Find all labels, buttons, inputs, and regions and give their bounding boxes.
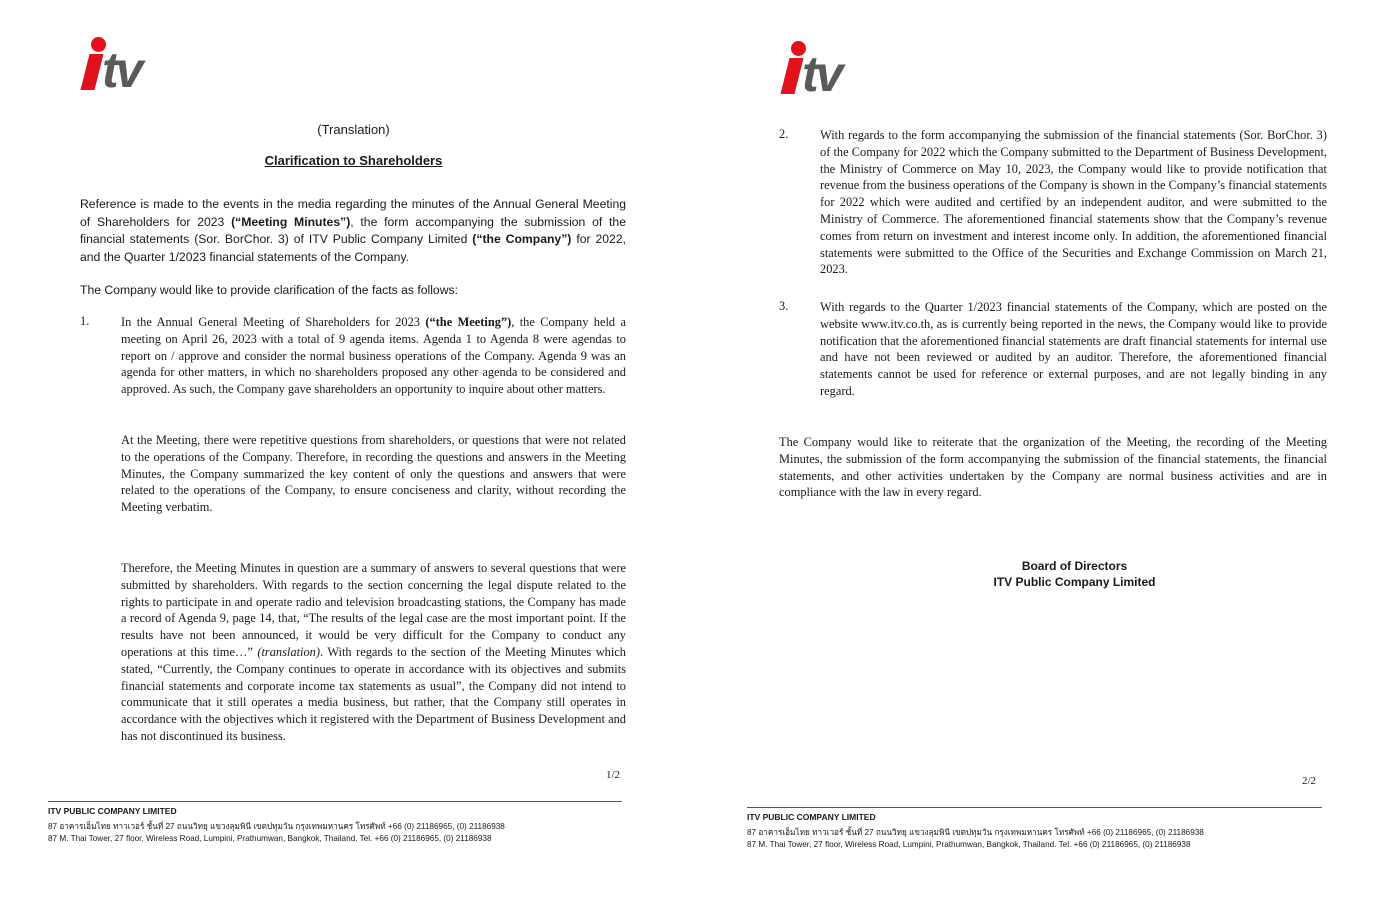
footer-company-1: ITV PUBLIC COMPANY LIMITED bbox=[48, 806, 177, 816]
item2-number: 2. bbox=[779, 127, 789, 141]
item1-text-c: , the Company held a meeting on April 26, 2023 with a total of 9 agenda items. Agenda 1 to Agenda 8 were agendas to report on / approve and consider the normal business operations of the Company. Agenda 9 was an agenda for other matters, in which no shareholders proposed any other agenda to be considered and approved. As such, the Company gave shareholders an opportunity to inquire about other matters. bbox=[121, 315, 626, 397]
footer-rule-2 bbox=[747, 807, 1322, 808]
document-page-2 bbox=[698, 0, 1395, 900]
itv-logo bbox=[782, 41, 862, 101]
itv-logo bbox=[82, 37, 162, 97]
footer-address-thai-1: 87 อาคารเอ็มไทย ทาวเวอร์ ชั้นที่ 27 ถนนวิทยุ แขวงลุมพินี เขตปทุมวัน กรุงเทพมหานคร โทรศัพท์ +66 (0) 21186965, (0) 21186938 bbox=[48, 822, 505, 831]
intro-text-c: , the form accompanying the submission of the financial statements (Sor. BorChor. 3) of ITV Public Company Limited bbox=[80, 214, 626, 247]
page-number-1: 1/2 bbox=[606, 769, 621, 781]
page-number-2: 2/2 bbox=[1302, 775, 1317, 787]
item1-term-meeting: (“the Meeting”) bbox=[425, 315, 512, 329]
facts-intro: The Company would like to provide clarification of the facts as follows: bbox=[80, 283, 458, 297]
item1-p3-text-c: . With regards to the section of the Meeting Minutes which stated, “Currently, the Company continues to operate in accordance with its objectives and submits financial statements and corporate income tax statements as usual”, the Company did not intend to communicate that it still operates a media business, but rather, that the Company still operates in accordance with the objectives which it registered with the Department of Business Development and has not discontinued its business. bbox=[121, 644, 626, 743]
logo-i-stem bbox=[81, 54, 104, 90]
translation-label: (Translation) bbox=[317, 122, 390, 137]
intro-text-e: for 2022, and the Quarter 1/2023 financial statements of the Company. bbox=[80, 232, 627, 264]
document-title: Clarification to Shareholders bbox=[264, 153, 443, 168]
item2-paragraph: With regards to the form accompanying the submission of the financial statements (Sor. BorChor. 3) of the Company for 2022 which the Company submitted to the Department of Business Development, the Ministry of Commerce on May 10, 2023, the Company would like to provide notification that revenue from the business operations of the Company is shown in the Company’s financial statements for 2022 which were audited and certified by an independent auditor, and were submitted to the Ministry of Commerce. The aforementioned financial statements show that the Company’s revenue comes from return on investment and interest income only. In addition, the aforementioned financial statements were submitted to the Office of the Securities and Exchange Commission on March 21, 2023. bbox=[820, 128, 1327, 277]
intro-paragraph bbox=[80, 196, 626, 266]
item3-paragraph: With regards to the Quarter 1/2023 financial statements of the Company, which are posted on the website www.itv.co.th, as is currently being reported in the news, the Company would like to provide notification that the aforementioned financial statements are draft financial statements for internal use and have not been reviewed or audited by an auditor. Therefore, the aforementioned financial statements cannot be used for reference or external purposes, and are not legally binding in any regard. bbox=[820, 300, 1327, 398]
item1-number: 1. bbox=[80, 314, 90, 328]
signature-company: ITV Public Company Limited bbox=[993, 575, 1156, 589]
closing-paragraph: The Company would like to reiterate that the organization of the Meeting, the recording of the Meeting Minutes, the submission of the form accompanying the submission of the financial statements, the financial statements, and other activities undertaken by the Company are normal business activities and are in compliance with the law in every regard. bbox=[779, 435, 1327, 500]
intro-text-a: Reference is made to the events in the media regarding the minutes of the Annual General Meeting of Shareholders for 2023 bbox=[80, 197, 626, 229]
signature-board: Board of Directors bbox=[1021, 559, 1128, 573]
footer-rule-1 bbox=[48, 801, 622, 802]
logo-i-stem bbox=[781, 58, 804, 94]
item3-number: 3. bbox=[779, 299, 789, 313]
footer-company-2: ITV PUBLIC COMPANY LIMITED bbox=[747, 812, 876, 822]
item1-paragraph-3 bbox=[121, 560, 626, 745]
intro-term-company: (“the Company”) bbox=[472, 232, 572, 247]
document-page-1 bbox=[0, 0, 697, 900]
footer-address-en-2: 87 M. Thai Tower, 27 floor, Wireless Road, Lumpini, Prathumwan, Bangkok, Thailand. Tel. +66 (0) 21186965, (0) 21186938 bbox=[747, 840, 1191, 849]
logo-tv-text: tv bbox=[102, 42, 141, 98]
item1-p3-text-a: Therefore, the Meeting Minutes in question are a summary of answers to several questions that were submitted by shareholders. With regards to the section concerning the legal dispute related to the rights to participate in and operate radio and television broadcasting stations, the Company has made a record of Agenda 9, page 14, that, “The results of the legal case are the most important point. If the results have not been announced, it would be very difficult for the Company to conduct any operations at this time…” bbox=[121, 561, 626, 659]
footer-address-en-1: 87 M. Thai Tower, 27 floor, Wireless Road, Lumpini, Prathumwan, Bangkok, Thailand. Tel. +66 (0) 21186965, (0) 21186938 bbox=[48, 834, 492, 843]
item1-p3-translation-note: (translation) bbox=[257, 644, 320, 659]
logo-tv-text: tv bbox=[802, 46, 841, 102]
intro-term-meeting-minutes: (“Meeting Minutes”) bbox=[231, 214, 351, 229]
item1-paragraph bbox=[121, 314, 626, 398]
item1-paragraph-2: At the Meeting, there were repetitive questions from shareholders, or questions that were not related to the operations of the Company. Therefore, in recording the questions and answers in the Meeting Minutes, the Company summarized the key content of only the questions and answers that were related to the operations of the Company, to ensure conciseness and clarity, without recording the Meeting verbatim. bbox=[121, 433, 626, 515]
footer-address-thai-2: 87 อาคารเอ็มไทย ทาวเวอร์ ชั้นที่ 27 ถนนวิทยุ แขวงลุมพินี เขตปทุมวัน กรุงเทพมหานคร โทรศัพท์ +66 (0) 21186965, (0) 21186938 bbox=[747, 828, 1204, 837]
item1-text-a: In the Annual General Meeting of Shareholders for 2023 bbox=[121, 315, 426, 329]
